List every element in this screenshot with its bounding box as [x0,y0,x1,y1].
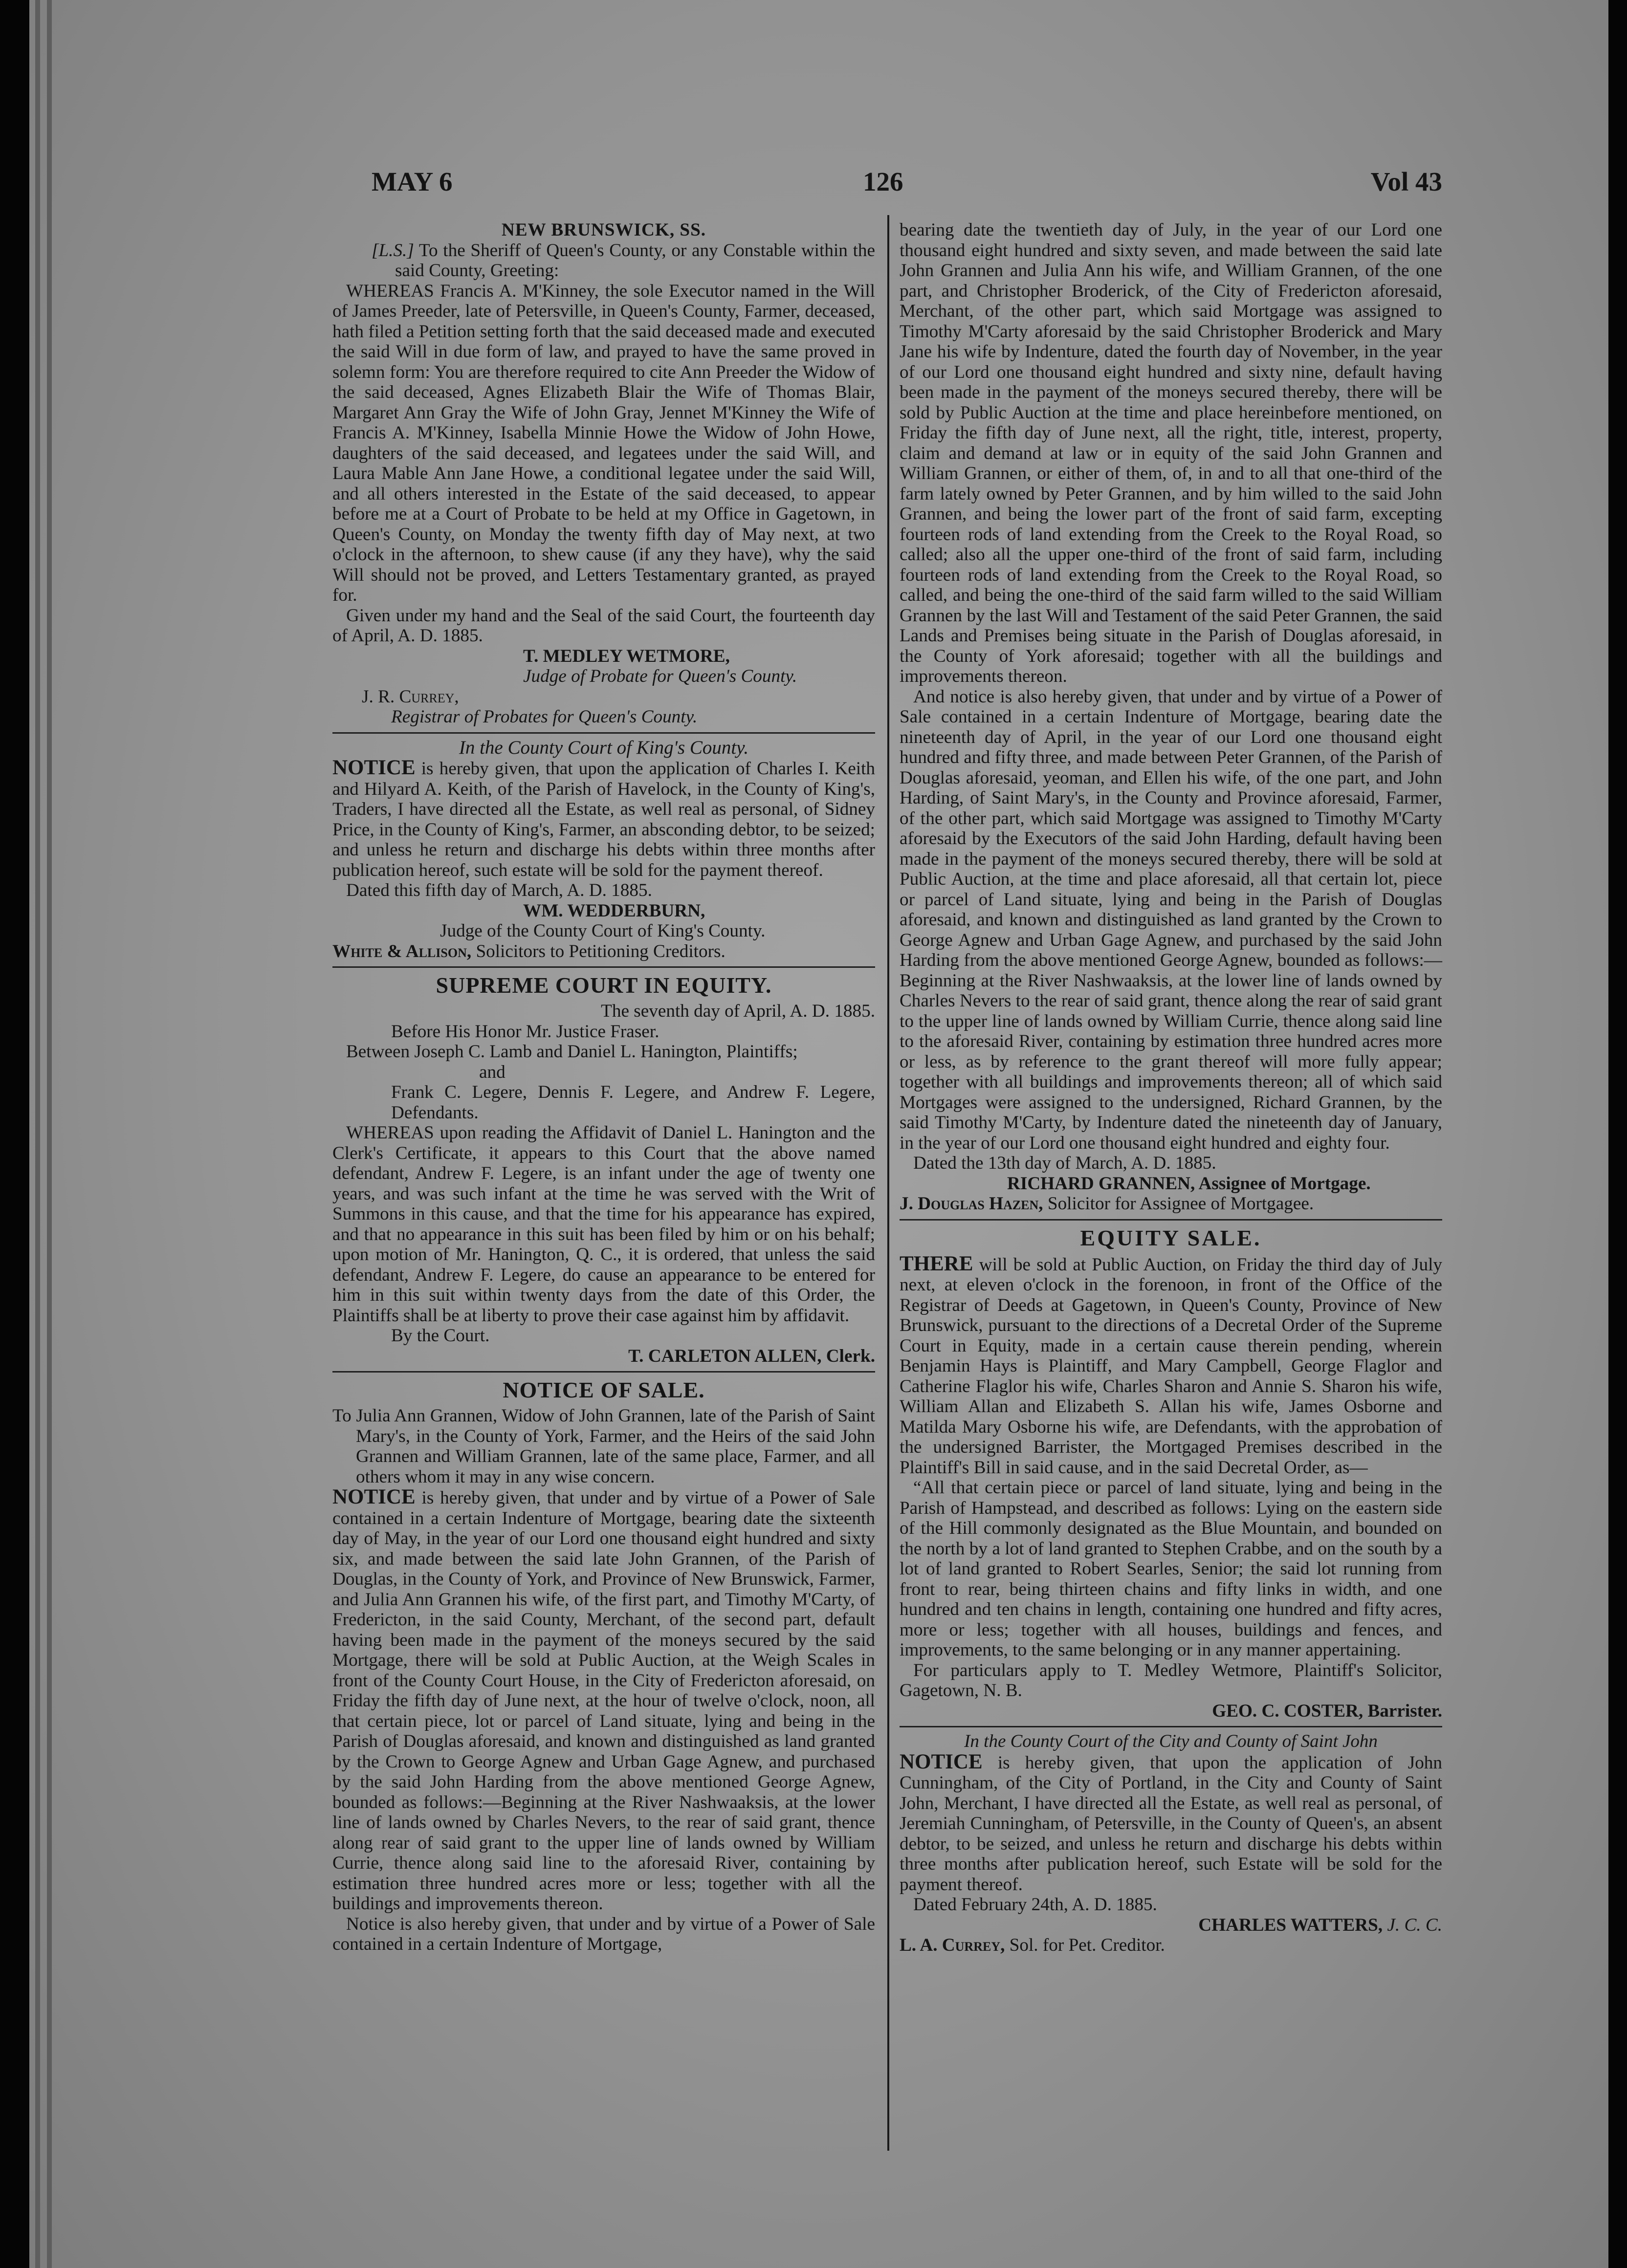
solicitor-line [900,1935,1442,1956]
solicitors-name: White & Allison, [332,941,472,961]
solicitor-line [900,1194,1442,1214]
notice-text: will be sold at Public Auction, on Friday the third day of July next, at eleven o'clock in the forenoon, in front of the Office of the Registrar of Deeds at Gagetown, in Queen's County, Province of New Brunswick, pursuant to the directions of a Decretal Order of the Supreme Court in Equity, made in a certain cause therein pending, wherein Benjamin Hays is Plaintiff, and Mary Campbell, George Flaglor and Catherine Flaglor his wife, Charles Sharon and Annie S. Sharon his wife, William Allan and Elizabeth S. Allan his wife, James Osborne and Matilda Mary Osborne his wife, are Defendants, with the approbation of the undersigned Barrister, the Mortgaged Premises described in the Plaintiff's Bill in said cause, and in the said Decretal Order, as— [900,1254,1442,1478]
notice-heading: SUPREME COURT IN EQUITY. [436,973,772,998]
solicitor-name: L. A. Currey, [900,1935,1005,1955]
writ-to: To the Sheriff of Queen's County, or any Constable within the said County, Greeting: [395,240,875,281]
supreme-court-notice [332,972,875,1366]
dated-line: Dated this fifth day of March, A. D. 1885. [346,880,652,900]
judge-title: J. C. C. [1383,1915,1442,1935]
column-divider [887,215,889,2151]
notice-body-2: And notice is also hereby given, that under and by virtue of a Power of Sale contained in a certain Indenture of Mortgage, bearing date the nineteenth day of April, in the year of our Lord one thousand eight hundred and fifty three, and made between Peter Grannen, of the Parish of Douglas aforesaid, yeoman, and Ellen his wife, of the one part, and John Harding, of Saint Mary's, in the County and Province aforesaid, Farmer, of the other part, which said Mortgage was assigned to Timothy M'Carty aforesaid by the Executors of the said John Harding, default having been made in the payment of the moneys secured thereby, there will be sold at Public Auction, at the time and place aforesaid, all that certain lot, piece or parcel of Land situate, lying and being in the Parish of Douglas aforesaid, and known and distinguished as land granted by the Crown to George Agnew and Urban Gage Agnew, and purchased by the said John Harding from the above mentioned George Agnew, bounded as follows:—Beginning at the River Nashwaaksis, at the lower line of lands owned by Charles Nevers to the rear of said grant, thence along the rear of said grant to the upper line of lands owned by William Currie, thence along said line to the aforesaid River, containing by estimation three hundred acres more or less, as by reference to the grant thereof will more fully appear; together with all buildings and improvements thereon; all of which said Mortgages were assigned to the undersigned, Richard Grannen, by the said Timothy M'Carty, by Indenture dated the nineteenth day of January, in the year of our Lord one thousand eight hundred and eighty four. [900,686,1442,1153]
page-edge [35,0,40,2268]
signature-title: Judge of Probate for Queen's County. [523,666,797,686]
sale-addressee: To Julia Ann Grannen, Widow of John Grannen, late of the Parish of Saint Mary's, in the County of York, Farmer, and the Heirs of the said John Grannen and William Grannen, late of the same place, Farmer, and all others whom it may in any wise concern. [332,1406,875,1487]
dated-line: Dated February 24th, A. D. 1885. [913,1895,1157,1915]
lead-word: THERE [900,1252,973,1275]
section-rule [332,966,875,968]
court-and: and [479,1062,506,1082]
notice-text: is hereby given, that upon the application of Charles I. Keith and Hilyard A. Keith, of the Parish of Havelock, in the County of King's, Traders, I have directed all the Estate, as well real as personal, of Sidney Price, in the County of King's, Farmer, an absconding debtor, to be seized; and unless he return and discharge his debts within three months after publication hereof, such estate will be sold for the payment thereof. [332,759,875,880]
court-defendants: Frank C. Legere, Dennis F. Legere, and Andrew F. Legere, Defendants. [391,1082,875,1123]
dated-line: Dated the 13th day of March, A. D. 1885. [913,1153,1216,1173]
by-court: By the Court. [391,1326,490,1346]
notice-text: is hereby given, that under and by virtue of a Power of Sale contained in a certain Indenture of Mortgage, bearing date the sixteenth day of May, in the year of our Lord one thousand eight hundred and sixty six, and made between the said late John Grannen, of the Parish of Douglas, in the County of York, and Province of New Brunswick, Farmer, and Julia Ann Grannen his wife, of the first part, and Timothy M'Carty, of Fredericton, in the said County, Merchant, of the second part, default having been made in the payment of the moneys secured by the said Mortgage, there will be sold at Public Auction, at the Weigh Scales in front of the County Court House, in the City of Fredericton aforesaid, on Friday the fifth day of June next, at the hour of twelve o'clock, noon, all that certain piece, lot or parcel of Land situate, lying and being in the Parish of Douglas aforesaid, and known and distinguished as land granted by the Crown to George Agnew and Urban Gage Agnew, and purchased by the said John Harding from the above mentioned George Agnew, bounded as follows:—Beginning at the River Nashwaaksis, at the lower line of lands owned by Charles Nevers, to the rear of said grant, thence along rear of said grant to the upper line of lands owned by William Currie, thence along said line to the aforesaid River, containing by estimation three hundred acres more or less; together with all the buildings and improvements thereon. [332,1488,875,1914]
signature-title: Judge of the County Court of King's County. [440,921,766,941]
equity-sale-notice [900,1224,1442,1722]
judge-signature [900,1915,1442,1936]
lead-word: NOTICE [332,1485,416,1508]
page-header [332,162,1442,201]
solicitor-text: Solicitor for Assignee of Mortgagee. [1043,1194,1314,1214]
page-number: 126 [863,167,903,196]
solicitor-name: J. Douglas Hazen, [900,1194,1043,1214]
court-date: The seventh day of April, A. D. 1885. [601,1001,875,1021]
issue-date: MAY 6 [372,167,453,196]
signature-name: T. MEDLEY WETMORE, [523,646,730,666]
court-before: Before His Honor Mr. Justice Fraser. [391,1021,660,1042]
property-description: “All that certain piece or parcel of land situate, lying and being in the Parish of Hampstead, and described as follows: Lying on the eastern side of the Hill commonly designated as the Blue Mountain, and bounded on the north by a lot of land granted to Stephen Crabbe, and on the south by a lot of land granted to Robert Searles, Senior; the said lot running from front to rear, being thirteen chains and fifty links in width, and one hundred and ten chains in length, containing one hundred and fifty acres, more or less; together with all houses, buildings and fences, and improvements, to the same belonging or in any manner appertaining. [900,1478,1442,1660]
barrister-signature: GEO. C. COSTER, Barrister. [1212,1701,1442,1721]
gazette-page [332,147,1442,2141]
lead-word: NOTICE [900,1750,983,1773]
page-edge [47,0,52,2268]
notice-heading: EQUITY SALE. [1080,1225,1262,1250]
registrar-name: J. R. Currey, [362,686,459,707]
judge-name: CHARLES WATTERS, [1198,1915,1383,1935]
notice-body [900,1752,1442,1895]
notice-text: is hereby given, that upon the application of John Cunningham, of the City of Portland, in the City and County of Saint John, Merchant, I have directed all the Estate, as well real as personal, of Jeremiah Cunningham, of Petersville, in the County of Queen's, an absent debtor, to be seized, and unless he return and discharge his debts within three months after publication hereof, such Estate will be sold for the payment thereof. [900,1752,1442,1895]
seal-mark: [L.S.] [372,240,414,261]
clerk-signature: T. CARLETON ALLEN, Clerk. [628,1346,875,1366]
registrar-title: Registrar of Probates for Queen's County. [391,707,698,727]
section-rule [332,1371,875,1373]
signature-name: WM. WEDDERBURN, [523,900,705,921]
notice-heading: NEW BRUNSWICK, SS. [501,220,706,240]
notice-body [900,1254,1442,1478]
section-rule [900,1219,1442,1221]
notice-of-sale-continued [900,220,1442,1214]
notice-body: bearing date the twentieth day of July, in the year of our Lord one thousand eight hundred and sixty seven, and made between the said late John Grannen and Julia Ann his wife, and William Grannen, of the one part, and Christopher Broderick, of the City of Fredericton aforesaid, Merchant, of the other part, which said Mortgage was assigned to Timothy M'Carty aforesaid by the said Christopher Broderick and Mary Jane his wife by Indenture, dated the fourth day of November, in the year of our Lord one thousand eight hundred and sixty nine, default having been made in the payment of the moneys secured thereby, there will be sold by Public Auction at the time and place hereinbefore mentioned, on Friday the fifth day of June next, all the right, title, interest, property, claim and demand at law or in equity of the said John Grannen and William Grannen, or either of them, of, in and to all that one-third of the farm lately owned by Peter Grannen, and by him willed to the said John Grannen, and being the lower part of the front of said farm, excepting fourteen rods of land extending from the Creek to the Royal Road, so called; also all the upper one-third of the front of said farm, including fourteen rods of land extending from the Creek to the Royal Road, so called, and being the one-third of the said farm willed to the said William Grannen by the last Will and Testament of the said Peter Grannen, the said Lands and Premises being situate in the Parish of Douglas aforesaid, in the County of York aforesaid; together with all the buildings and improvements thereon. [900,220,1442,686]
volume-number: Vol 43 [1370,167,1442,196]
section-rule [332,732,875,734]
probate-notice [332,220,875,727]
notice-heading: In the County Court of the City and County of Saint John [964,1731,1378,1751]
solicitors-line [332,941,875,962]
court-between: Between Joseph C. Lamb and Daniel L. Hanington, Plaintiffs; [346,1042,798,1062]
assignee-signature: RICHARD GRANNEN, Assignee of Mortgage. [1007,1173,1371,1194]
notice-body [332,758,875,880]
solicitor-text: Sol. for Pet. Creditor. [1005,1935,1165,1955]
left-column [332,220,875,1955]
notice-of-sale [332,1376,875,1955]
notice-heading: In the County Court of King's County. [459,737,749,758]
notice-body: WHEREAS Francis A. M'Kinney, the sole Executor named in the Will of James Preeder, late of Petersville, in Queen's County, Farmer, deceased, hath filed a Petition setting forth that the said deceased made and executed the said Will in due form of law, and prayed to have the same proved in solemn form: You are therefore required to cite Ann Preeder the Widow of the said deceased, Agnes Elizabeth Blair the Wife of Thomas Blair, Margaret Ann Gray the Wife of John Gray, Jennet M'Kinney the Wife of Francis A. M'Kinney, Isabella Minnie Howe the Widow of John Howe, daughters of the said deceased, and legatees under the said Will, and Laura Mable Ann Jane Howe, a conditional legatee under the said Will, and all others interested in the Estate of the said deceased, to appear before me at a Court of Probate to be held at my Office in Gagetown, in Queen's County, on Monday the twenty fifth day of May next, at two o'clock in the afternoon, to shew cause (if any they have), why the said Will should not be proved, and Letters Testamentary granted, as prayed for. [332,281,875,605]
saint-john-notice [900,1731,1442,1956]
notice-body: WHEREAS upon reading the Affidavit of Daniel L. Hanington and the Clerk's Certificate, it appears to this Court that the above named defendant, Andrew F. Legere, is an infant under the age of twenty one years, and was such infant at the time he was served with the Writ of Summons in this cause, and that the time for his appearance has expired, and that no appearance in this suit has been filed by him or on his behalf; upon motion of Mr. Hanington, Q. C., it is ordered, that unless the said defendant, Andrew F. Legere, do cause an appearance to be entered for him in this suit within twenty days from the date of this Order, the Plaintiffs shall be at liberty to prove their case against him by affidavit. [332,1123,875,1326]
kings-county-notice [332,738,875,962]
particulars-line: For particulars apply to T. Medley Wetmore, Plaintiff's Solicitor, Gagetown, N. B. [900,1660,1442,1701]
right-column [900,220,1442,1956]
writ-address [332,240,875,281]
section-rule [900,1726,1442,1727]
notice-body [332,1487,875,1914]
notice-heading: NOTICE OF SALE. [503,1377,705,1402]
solicitors-text: Solicitors to Petitioning Creditors. [471,941,726,961]
notice-continued: Notice is also hereby given, that under and by virtue of a Power of Sale contained in a certain Indenture of Mortgage, [332,1914,875,1954]
lead-word: NOTICE [332,756,416,779]
given-line: Given under my hand and the Seal of the said Court, the fourteenth day of April, A. D. 1885. [332,605,875,646]
